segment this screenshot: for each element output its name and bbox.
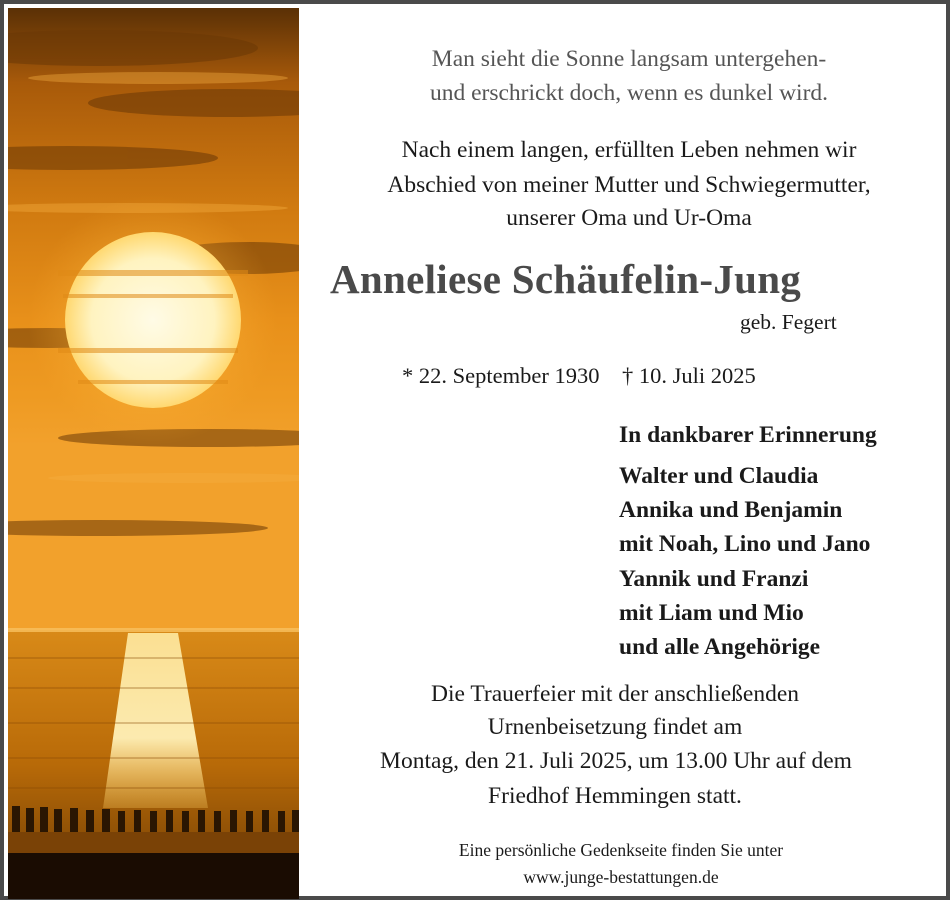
intro-line-1: Nach einem langen, erfüllten Leben nehmen wir: [401, 137, 857, 163]
mourners-heading: In dankbarer Erinnerung: [619, 422, 877, 448]
footer-line-1: Eine persönliche Gedenkseite finden Sie unter: [458, 840, 784, 860]
poem-line-1: Man sieht die Sonne langsam untergehen-: [431, 46, 827, 72]
memorial-website-link[interactable]: www.junge-bestattungen.de: [523, 867, 719, 887]
funeral-line-2: Urnenbeisetzung findet am: [487, 714, 743, 740]
intro-line-2: Abschied von meiner Mutter und Schwiegermutter,: [387, 172, 871, 198]
intro-line-3: unserer Oma und Ur-Oma: [506, 205, 752, 231]
mourner-line: Walter und Claudia: [619, 463, 819, 489]
sunset-over-sea-image: [8, 8, 299, 899]
mourner-line: Annika und Benjamin: [619, 497, 843, 523]
mourner-line: und alle Angehörige: [619, 634, 821, 660]
mourner-line: mit Liam und Mio: [619, 600, 804, 626]
funeral-line-4: Friedhof Hemmingen statt.: [488, 783, 742, 809]
notice-text: [304, 4, 950, 904]
poem-line-2: und erschrickt doch, wenn es dunkel wird.: [429, 80, 829, 106]
mourner-line: mit Noah, Lino und Jano: [619, 531, 871, 557]
deceased-name: Anneliese Schäufelin-Jung: [330, 256, 802, 302]
mourner-line: Yannik und Franzi: [619, 566, 809, 592]
funeral-line-1: Die Trauerfeier mit der anschließenden: [430, 681, 800, 707]
funeral-line-3: Montag, den 21. Juli 2025, um 13.00 Uhr auf dem: [380, 748, 852, 774]
birth-name: geb. Fegert: [740, 310, 837, 334]
life-dates: * 22. September 1930 † 10. Juli 2025: [402, 363, 756, 388]
sunset-photo: [8, 8, 299, 899]
